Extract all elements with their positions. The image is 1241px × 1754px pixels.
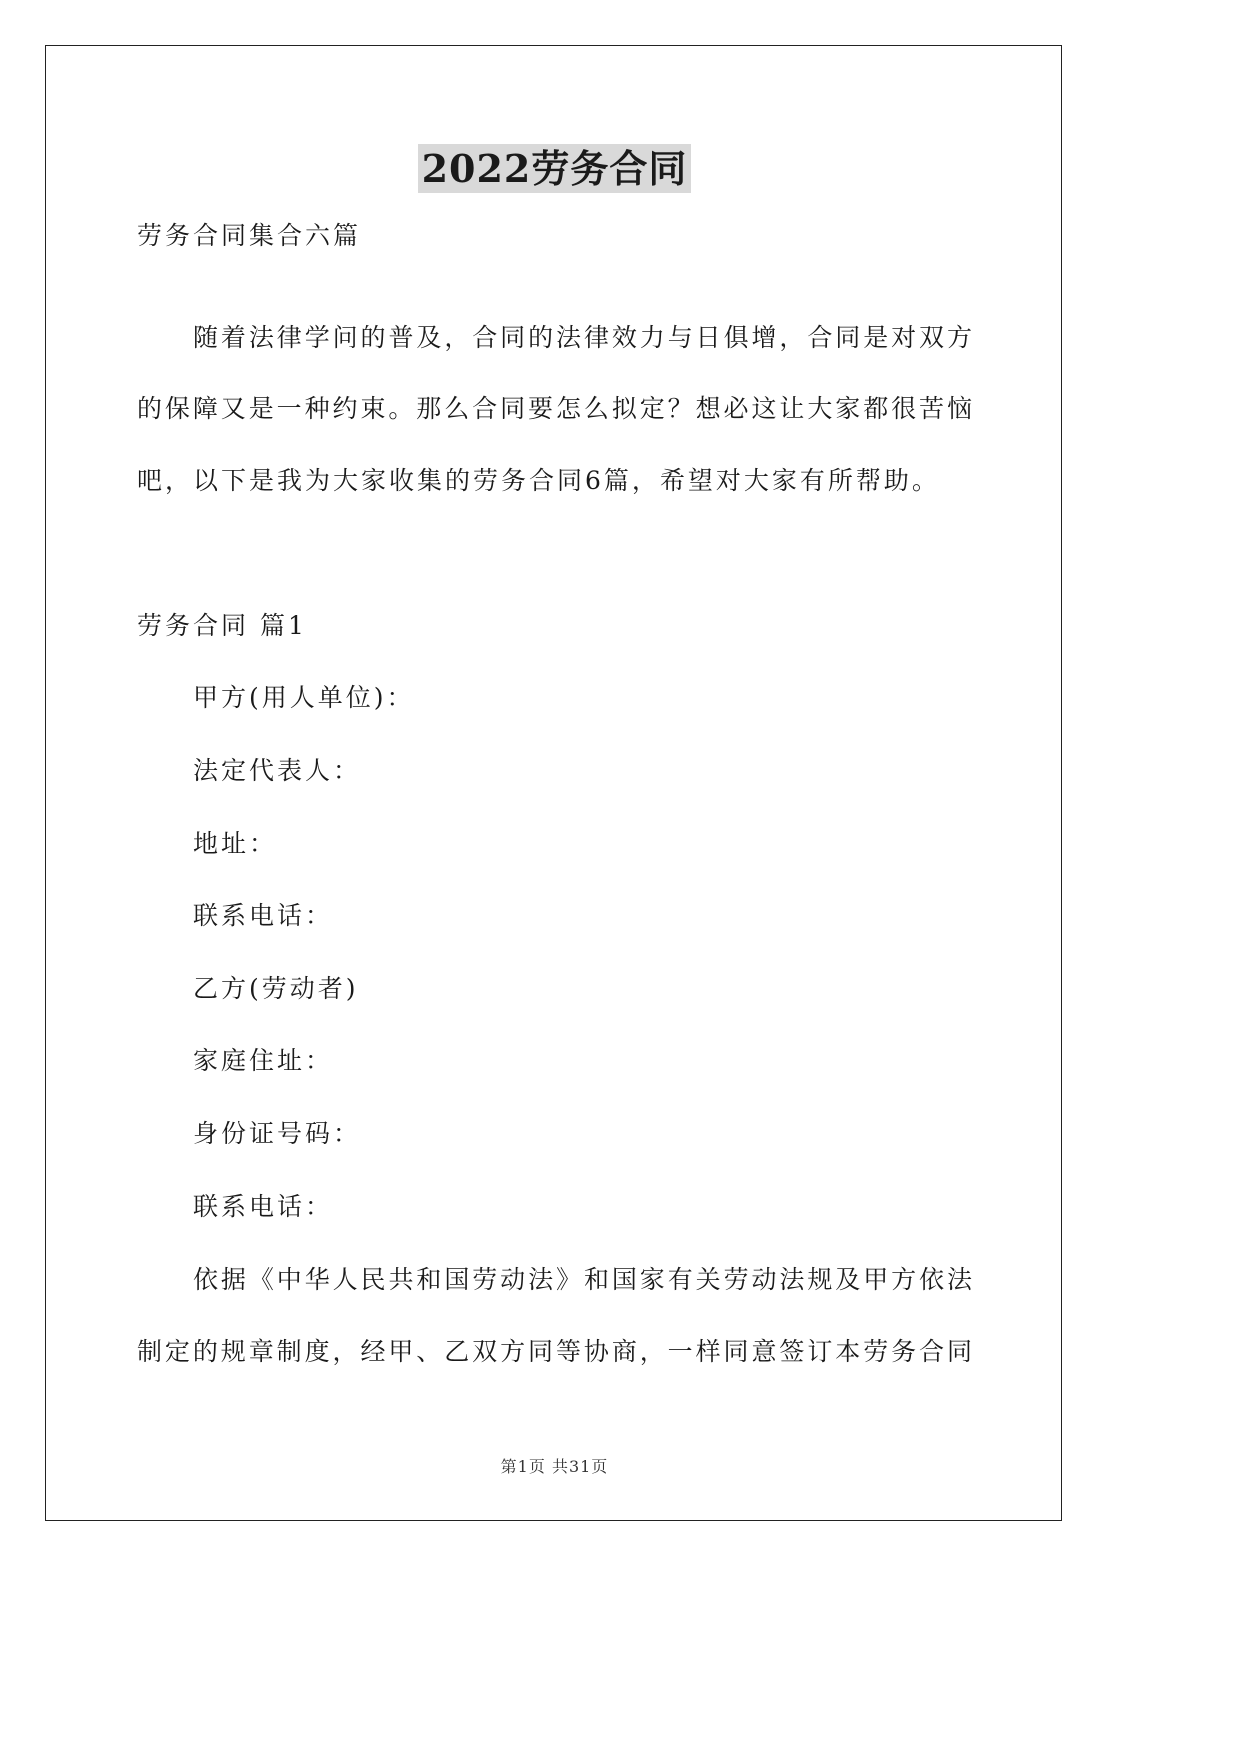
body-line-1: 依据《中华人民共和国劳动法》和国家有关劳动法规及甲方依法 [193,1265,972,1294]
intro-line-1: 随着法律学问的普及，合同的法律效力与日俱增，合同是对双方 [193,323,972,352]
intro-line-2: 的保障又是一种约束。那么合同要怎么拟定？想必这让大家都很苦恼 [137,394,972,423]
section-heading: 劳务合同 篇1 [137,611,307,640]
field-party-a: 甲方(用人单位)： [193,683,415,712]
field-home-address: 家庭住址： [193,1046,334,1075]
field-id-number: 身份证号码： [193,1119,362,1148]
field-phone-a: 联系电话： [193,901,334,930]
intro-line-3: 吧，以下是我为大家收集的劳务合同6篇，希望对大家有所帮助。 [137,466,940,495]
body-line-2: 制定的规章制度，经甲、乙双方同等协商，一样同意签订本劳务合同 [137,1337,972,1366]
page-footer: 第1页 共31页 [500,1457,609,1476]
document-title: 2022劳务合同 [418,144,692,193]
field-legal-representative: 法定代表人： [193,756,362,785]
document-title-wrap [0,138,1109,193]
field-address: 地址： [193,829,278,858]
document-subtitle: 劳务合同集合六篇 [137,221,362,250]
field-party-b: 乙方(劳动者) [193,974,359,1003]
field-phone-b: 联系电话： [193,1192,334,1221]
